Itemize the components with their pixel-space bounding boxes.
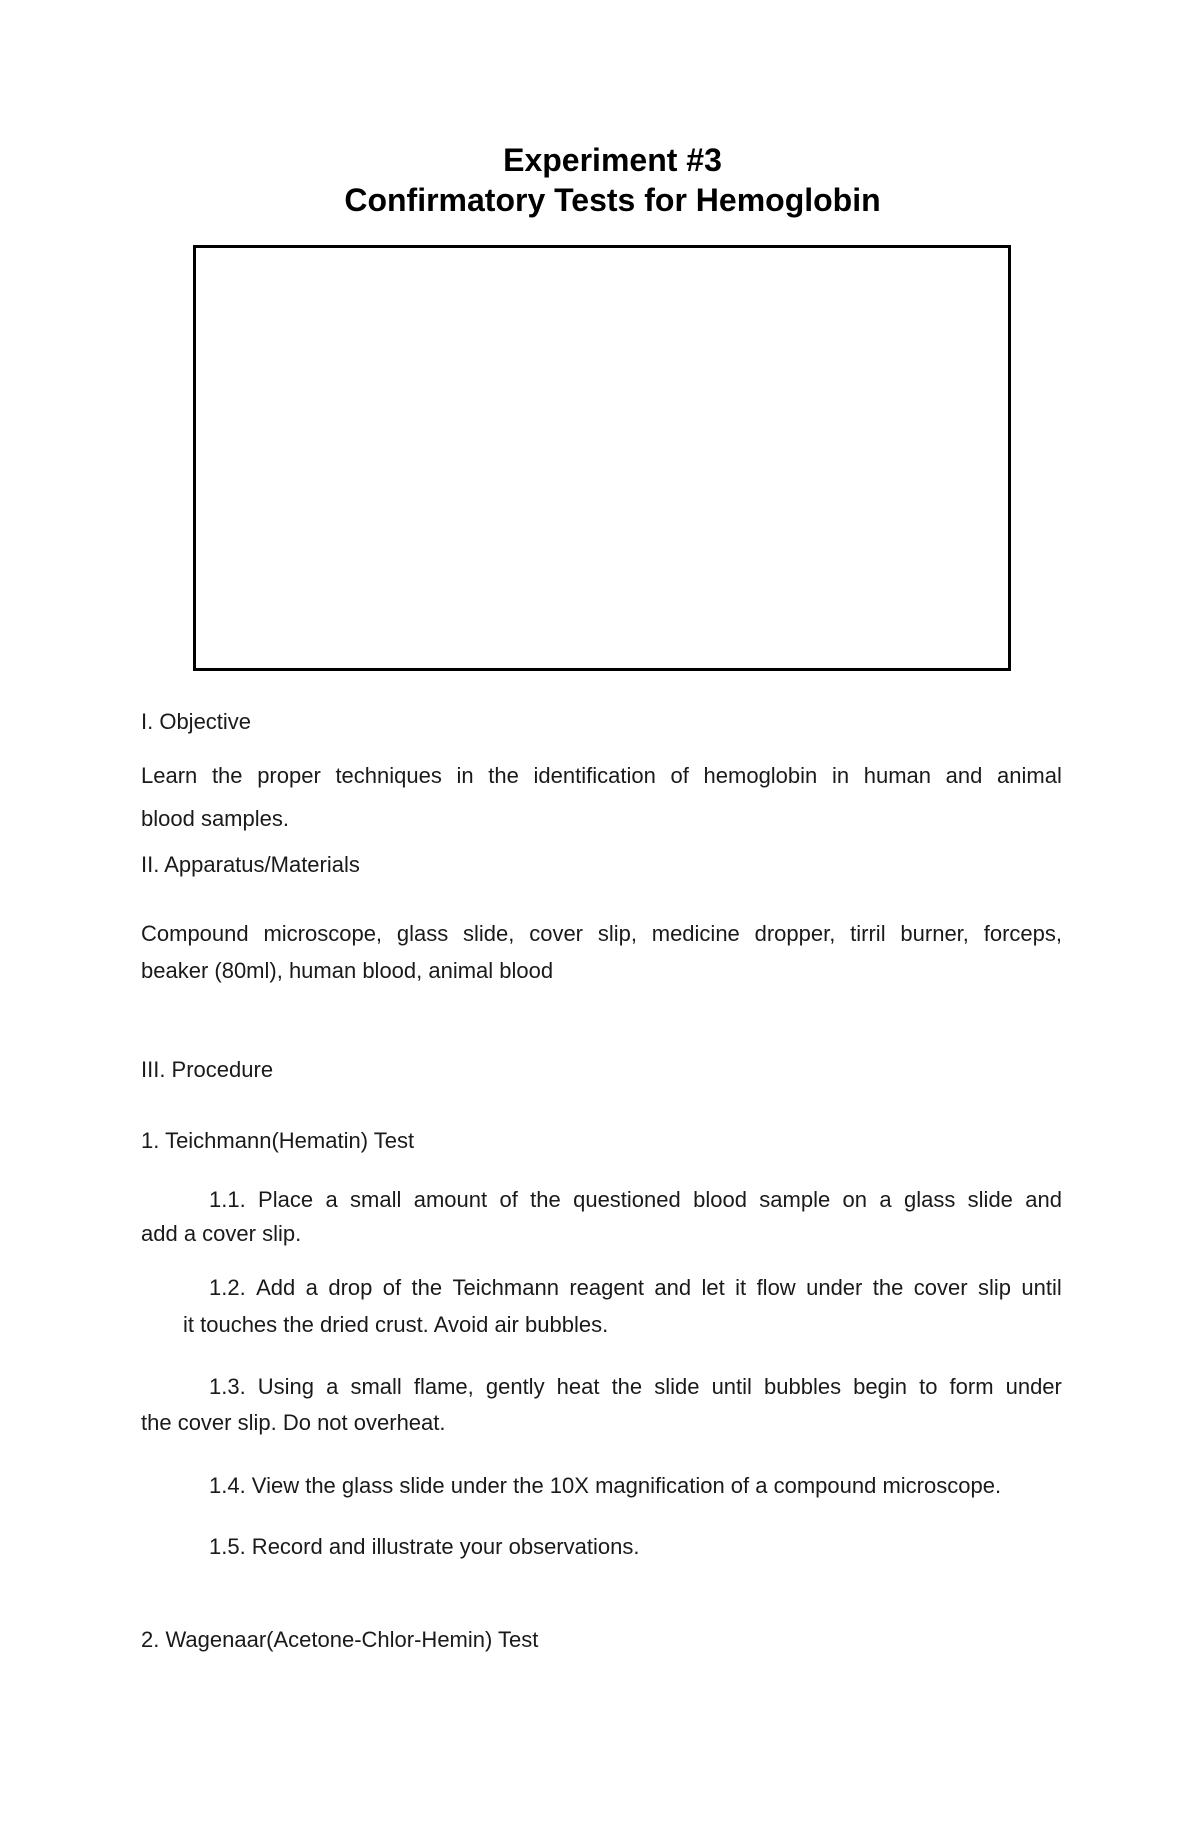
word: until [711, 1374, 752, 1399]
word: techniques [335, 763, 442, 788]
word: 1.1. [209, 1187, 246, 1212]
page-title-line1: Experiment #3 [503, 142, 722, 178]
word: a [879, 1187, 892, 1212]
word: the [872, 1275, 904, 1300]
word: slide [967, 1187, 1013, 1212]
word: dropper, [754, 921, 836, 946]
word: drop [328, 1275, 373, 1300]
word: bubbles [764, 1374, 842, 1399]
word: blood [693, 1187, 747, 1212]
word: glass [396, 921, 449, 946]
step-1-2-line1 [209, 1275, 1062, 1301]
word: and [1025, 1187, 1062, 1212]
apparatus-heading: II. Apparatus/Materials [141, 852, 360, 877]
word: the [411, 1275, 443, 1300]
test1-heading: 1. Teichmann(Hematin) Test [141, 1128, 415, 1153]
step-1-1-line2: add a cover slip. [141, 1221, 302, 1246]
procedure-heading: III. Procedure [141, 1057, 274, 1082]
word: Compound [141, 921, 249, 946]
word: human [863, 763, 931, 788]
word: form [949, 1374, 994, 1399]
word: the [211, 763, 243, 788]
word: flame, [413, 1374, 474, 1399]
word: 1.2. [209, 1275, 246, 1300]
step-1-3-line1 [209, 1374, 1062, 1400]
word: of [382, 1275, 402, 1300]
step-1-4: 1.4. View the glass slide under the 10X magnification of a compound microscope. [209, 1473, 1002, 1498]
word: in [456, 763, 474, 788]
word: 1.3. [209, 1374, 246, 1399]
page-title-line2: Confirmatory Tests for Hemoglobin [344, 182, 881, 218]
word: hemoglobin [703, 763, 818, 788]
apparatus-text-line1 [141, 921, 1062, 947]
word: in [831, 763, 850, 788]
word: cover [913, 1275, 968, 1300]
word: small [350, 1374, 402, 1399]
word: animal [997, 763, 1062, 788]
word: Place [258, 1187, 314, 1212]
word: the [611, 1374, 643, 1399]
step-1-2-line2: it touches the dried crust. Avoid air bubbles. [183, 1312, 609, 1337]
word: Learn [141, 763, 198, 788]
word: flow [756, 1275, 796, 1300]
objective-heading: I. Objective [141, 709, 252, 734]
word: tirril [850, 921, 886, 946]
image-placeholder-box [193, 245, 1011, 671]
word: a [326, 1374, 339, 1399]
word: medicine [651, 921, 740, 946]
word: reagent [569, 1275, 644, 1300]
word: slide, [463, 921, 515, 946]
word: Using [257, 1374, 315, 1399]
word: heat [556, 1374, 600, 1399]
word: a [325, 1187, 338, 1212]
word: Add [256, 1275, 296, 1300]
word: on [842, 1187, 868, 1212]
word: to [919, 1374, 938, 1399]
word: under [806, 1275, 863, 1300]
word: slide [654, 1374, 700, 1399]
step-1-1-line1 [209, 1187, 1062, 1213]
apparatus-text-line2: beaker (80ml), human blood, animal blood [141, 958, 554, 983]
word: sample [759, 1187, 831, 1212]
word: Teichmann [452, 1275, 559, 1300]
word: until [1021, 1275, 1062, 1300]
word: microscope, [263, 921, 383, 946]
word: and [654, 1275, 692, 1300]
word: begin [853, 1374, 907, 1399]
word: of [499, 1187, 518, 1212]
test2-heading: 2. Wagenaar(Acetone-Chlor-Hemin) Test [141, 1627, 539, 1652]
word: let [701, 1275, 725, 1300]
word: questioned [573, 1187, 681, 1212]
word: glass [903, 1187, 956, 1212]
step-1-3-line2: the cover slip. Do not overheat. [141, 1410, 446, 1435]
word: small [350, 1187, 402, 1212]
word: identification [533, 763, 656, 788]
word: the [530, 1187, 561, 1212]
word: slip [977, 1275, 1011, 1300]
step-1-5: 1.5. Record and illustrate your observations. [209, 1534, 640, 1559]
word: amount [413, 1187, 488, 1212]
word: burner, [900, 921, 969, 946]
word: a [305, 1275, 318, 1300]
word: forceps, [983, 921, 1062, 946]
word: of [670, 763, 689, 788]
objective-text-line2: blood samples. [141, 806, 289, 831]
word: under [1005, 1374, 1062, 1399]
word: and [945, 763, 983, 788]
objective-text-line1 [141, 763, 1062, 789]
word: proper [257, 763, 321, 788]
word: slip, [597, 921, 637, 946]
word: it [735, 1275, 747, 1300]
word: gently [485, 1374, 545, 1399]
word: the [488, 763, 519, 788]
word: cover [529, 921, 583, 946]
